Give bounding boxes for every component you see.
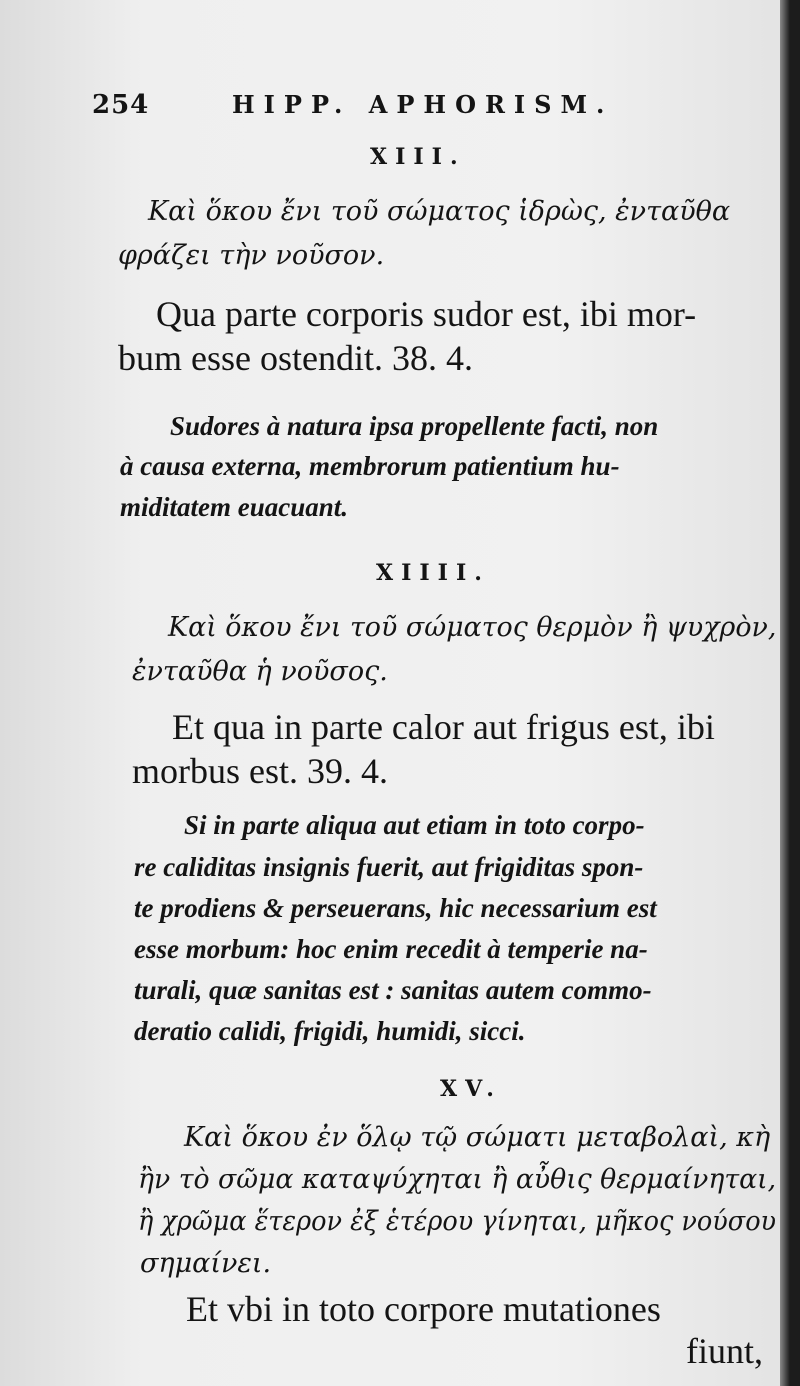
aphorism-number: XIIII. [376, 560, 490, 586]
greek-text-line: ἢ χρῶμα ἕτερον ἐξ ἑτέρου γίνηται, μῆκος νούσου [138, 1206, 777, 1237]
latin-translation-line: morbus est. 39. 4. [132, 751, 388, 791]
latin-translation-line: Et vbi in toto corpore mutationes [186, 1289, 661, 1329]
greek-text-line: Καὶ ὅκου ἔνι τοῦ σώματος θερμὸν ἢ ψυχρὸν, [168, 612, 777, 643]
latin-translation-line: Et qua in parte calor aut frigus est, ibi [172, 707, 715, 747]
latin-translation-line: Qua parte corporis sudor est, ibi mor- [156, 294, 697, 334]
aphorism-number: XIII. [370, 144, 466, 170]
greek-text-line: ἢν τὸ σῶμα καταψύχηται ἢ αὖθις θερμαίνηται, [138, 1164, 777, 1195]
page-number: 254 [92, 90, 150, 120]
latin-translation-line: fiunt, [686, 1331, 763, 1371]
greek-text-line: ἐνταῦθα ἡ νοῦσος. [132, 656, 388, 687]
commentary-line: à causa externa, membrorum patientium hu- [120, 451, 620, 481]
page-edge-shadow [780, 0, 790, 1386]
commentary-line: miditatem euacuant. [120, 492, 349, 522]
latin-translation-line: bum esse ostendit. 38. 4. [118, 338, 473, 378]
aphorism-number: XV. [440, 1076, 502, 1102]
commentary-line: Sudores à natura ipsa propellente facti, non [170, 411, 659, 441]
greek-text-line: Καὶ ὅκου ἔνι τοῦ σώματος ἱδρὼς, ἐνταῦθα [148, 196, 731, 227]
greek-text-line: Καὶ ὅκου ἐν ὅλῳ τῷ σώματι μεταβολαὶ, κὴ [184, 1122, 771, 1153]
commentary-line: te prodiens & perseuerans, hic necessarium est [134, 893, 657, 923]
greek-text-line: φράζει τὴν νοῦσον. [118, 240, 385, 271]
commentary-line: turali, quæ sanitas est : sanitas autem commo- [134, 975, 652, 1005]
commentary-line: deratio calidi, frigidi, humidi, sicci. [134, 1016, 526, 1046]
commentary-line: re caliditas insignis fuerit, aut frigiditas spon- [134, 852, 644, 882]
commentary-line: Si in parte aliqua aut etiam in toto corpo- [184, 810, 645, 840]
greek-text-line: σημαίνει. [140, 1248, 272, 1279]
running-head-title: HIPP. APHORISM. [232, 90, 614, 119]
commentary-line: esse morbum: hoc enim recedit à temperie na- [134, 934, 648, 964]
